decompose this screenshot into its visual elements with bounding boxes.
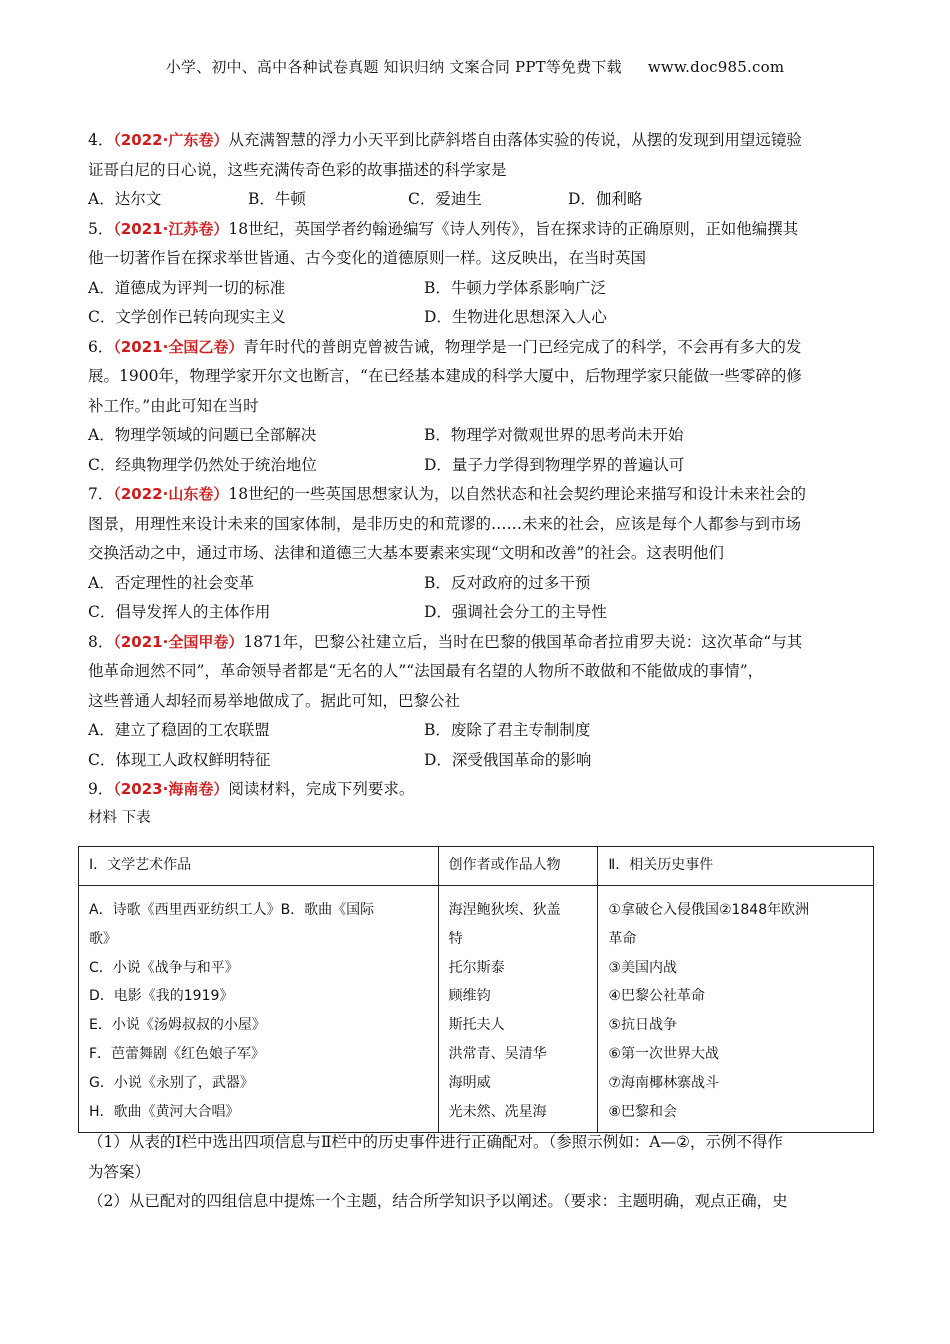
question-source: （2021·江苏卷） — [113, 219, 229, 238]
question-4-line-2: 证哥白尼的日心说，这些充满传奇色彩的故事描述的科学家是 — [88, 160, 507, 179]
option-c: C．体现工人政权鲜明特征 — [88, 750, 271, 769]
question-7-line-1 — [88, 480, 863, 510]
material-table — [78, 846, 874, 1133]
table-cell-line: 托尔斯泰 — [448, 959, 505, 976]
table-cell-line: ③美国内战 — [608, 959, 677, 976]
question-source: （2023·海南卷） — [113, 780, 229, 798]
question-4-options — [88, 185, 863, 215]
table-cell-line: 特 — [448, 930, 463, 947]
table-cell-line: A．诗歌《西里西亚纺织工人》B．歌曲《国际 — [89, 902, 375, 918]
question-7-options-row-2 — [88, 598, 863, 628]
table-cell-line: D．电影《我的1919》 — [89, 988, 234, 1005]
question-8-options-row-2 — [88, 746, 863, 776]
option-c: C．文学创作已转向现实主义 — [88, 308, 286, 326]
table-header-row — [79, 847, 874, 886]
question-6-line-3: 补工作。”由此可知在当时 — [88, 396, 259, 415]
question-5-line-2: 他一切著作旨在探求举世皆通、古今变化的道德原则一样。这反映出，在当时英国 — [88, 249, 647, 267]
table-cell-line: E．小说《汤姆叔叔的小屋》 — [89, 1017, 266, 1034]
option-c: C．倡导发挥人的主体作用 — [88, 603, 271, 621]
question-source: （2022·山东卷） — [113, 485, 229, 503]
option-d: D．深受俄国革命的影响 — [424, 750, 592, 769]
table-cell-line: ⑥第一次世界大战 — [608, 1045, 719, 1062]
option-a: A．否定理性的社会变革 — [88, 573, 255, 592]
material-label: 材料 下表 — [88, 809, 151, 826]
table-cell-line: 海明威 — [448, 1074, 491, 1091]
question-stem: 阅读材料，完成下列要求。 — [228, 780, 415, 798]
page-header — [0, 56, 950, 77]
option-d: D．强调社会分工的主导性 — [424, 603, 607, 621]
question-4-line-1 — [88, 126, 863, 156]
question-5-options-row-1 — [88, 274, 863, 304]
question-source: （2021·全国甲卷） — [113, 632, 244, 651]
table-cell-line: 海涅鲍狄埃、狄盖 — [448, 902, 561, 918]
option-b: B．反对政府的过多干预 — [424, 573, 591, 592]
question-number: 4． — [88, 131, 114, 149]
table-cell-line: 顾维钧 — [448, 988, 491, 1005]
table-cell-line: 光未然、冼星海 — [448, 1103, 547, 1120]
question-stem: 青年时代的普朗克曾被告诫，物理学是一门已经完成了的科学，不会再有多大的发 — [243, 337, 802, 356]
option-d: D．伽利略 — [568, 190, 643, 208]
table-row — [79, 886, 874, 1133]
works-column — [79, 886, 439, 1133]
question-number: 6． — [88, 337, 114, 356]
question-9-requirements — [88, 1128, 858, 1217]
table-cell-line: F．芭蕾舞剧《红色娘子军》 — [89, 1045, 266, 1062]
requirement-1-line-1: （1）从表的Ⅰ栏中选出四项信息与Ⅱ栏中的历史事件进行正确配对。（参照示例如：A—②，示例不得作 — [88, 1133, 783, 1151]
question-8-line-2: 他革命迥然不同”，革命领导者都是“无名的人”“法国最有名望的人物所不敢做和不能做成的事情”， — [88, 662, 764, 680]
requirement-1-line-2: 为答案） — [88, 1162, 151, 1181]
option-a: A．道德成为评判一切的标准 — [88, 278, 286, 297]
question-stem: 1871年，巴黎公社建立后，当时在巴黎的俄国革命者拉甫罗夫说：这次革命“与其 — [243, 632, 803, 651]
option-a: A．物理学领域的问题已全部解决 — [88, 426, 317, 444]
questions — [88, 126, 863, 831]
question-8-line-3: 这些普通人却轻而易举地做成了。据此可知，巴黎公社 — [88, 691, 461, 710]
option-b: B．牛顿 — [248, 190, 306, 208]
question-number: 9． — [88, 780, 114, 798]
requirement-2: （2）从已配对的四组信息中提炼一个主题，结合所学知识予以阐述。（要求：主题明确，观点正确，史 — [88, 1192, 788, 1210]
table-cell-line: ④巴黎公社革命 — [608, 988, 705, 1005]
question-source: （2022·广东卷） — [113, 131, 229, 149]
option-b: B．废除了君主专制制度 — [424, 721, 591, 739]
table-cell-line: C．小说《战争与和平》 — [89, 959, 239, 976]
events-column — [598, 886, 874, 1133]
option-d: D．量子力学得到物理学界的普遍认可 — [424, 455, 685, 474]
table-cell-line: G．小说《永别了，武器》 — [89, 1074, 254, 1091]
question-8-options-row-1 — [88, 716, 863, 746]
question-7-options-row-1 — [88, 569, 863, 599]
option-b: B．牛顿力学体系影响广泛 — [424, 278, 606, 297]
header-url[interactable]: www.doc985.com — [647, 58, 785, 76]
question-8-line-1 — [88, 628, 863, 658]
table-cell-line: ⑧巴黎和会 — [608, 1103, 677, 1120]
table-cell-line: ⑦海南椰林寨战斗 — [608, 1074, 719, 1091]
question-stem: 18世纪的一些英国思想家认为，以自然状态和社会契约理论来描写和设计未来社会的 — [228, 485, 807, 503]
table-header: Ⅱ．相关历史事件 — [598, 847, 874, 886]
question-7-line-2: 图景，用理性来设计未来的国家体制，是非历史的和荒谬的……未来的社会，应该是每个人都参与到市场 — [88, 514, 802, 533]
question-stem: 从充满智慧的浮力小天平到比萨斜塔自由落体实验的传说，从摆的发现到用望远镜验 — [228, 131, 802, 149]
question-6-options-row-1 — [88, 421, 863, 451]
question-number: 8． — [88, 632, 114, 651]
table-cell-line: ①拿破仑入侵俄国②1848年欧洲 — [608, 902, 810, 918]
table-header: Ⅰ．文学艺术作品 — [79, 847, 439, 886]
option-a: A．建立了稳固的工农联盟 — [88, 721, 270, 739]
header-text: 小学、初中、高中各种试卷真题 知识归纳 文案合同 PPT等免费下载 — [165, 58, 622, 76]
option-c: C．经典物理学仍然处于统治地位 — [88, 455, 317, 474]
question-5-options-row-2 — [88, 303, 863, 333]
question-number: 7． — [88, 485, 114, 503]
table-header: 创作者或作品人物 — [438, 847, 598, 886]
question-7-line-3: 交换活动之中，通过市场、法律和道德三大基本要素来实现“文明和改善”的社会。这表明他们 — [88, 544, 724, 562]
table-cell-line: 洪常青、吴清华 — [448, 1045, 547, 1062]
table-cell-line: H．歌曲《黄河大合唱》 — [89, 1103, 240, 1120]
question-5-line-1 — [88, 215, 863, 245]
creators-column — [438, 886, 598, 1133]
option-d: D．生物进化思想深入人心 — [424, 308, 607, 326]
question-6-line-2: 展。1900年，物理学家开尔文也断言，“在已经基本建成的科学大厦中，后物理学家只能做一些零碎的修 — [88, 367, 802, 385]
table-cell-line: 革命 — [608, 930, 637, 947]
question-stem: 18世纪，英国学者约翰逊编写《诗人列传》，旨在探求诗的正确原则，正如他编撰其 — [228, 219, 799, 238]
question-6-options-row-2 — [88, 451, 863, 481]
question-6-line-1 — [88, 333, 863, 363]
question-9-line-1 — [88, 775, 863, 805]
table-cell-line: 斯托夫人 — [448, 1017, 505, 1034]
option-a: A．达尔文 — [88, 190, 162, 208]
option-c: C．爱迪生 — [408, 190, 482, 208]
question-number: 5． — [88, 219, 114, 238]
table-cell-line: 歌》 — [89, 930, 117, 947]
option-b: B．物理学对微观世界的思考尚未开始 — [424, 426, 684, 444]
question-source: （2021·全国乙卷） — [113, 337, 244, 356]
table-cell-line: ⑤抗日战争 — [608, 1017, 677, 1034]
